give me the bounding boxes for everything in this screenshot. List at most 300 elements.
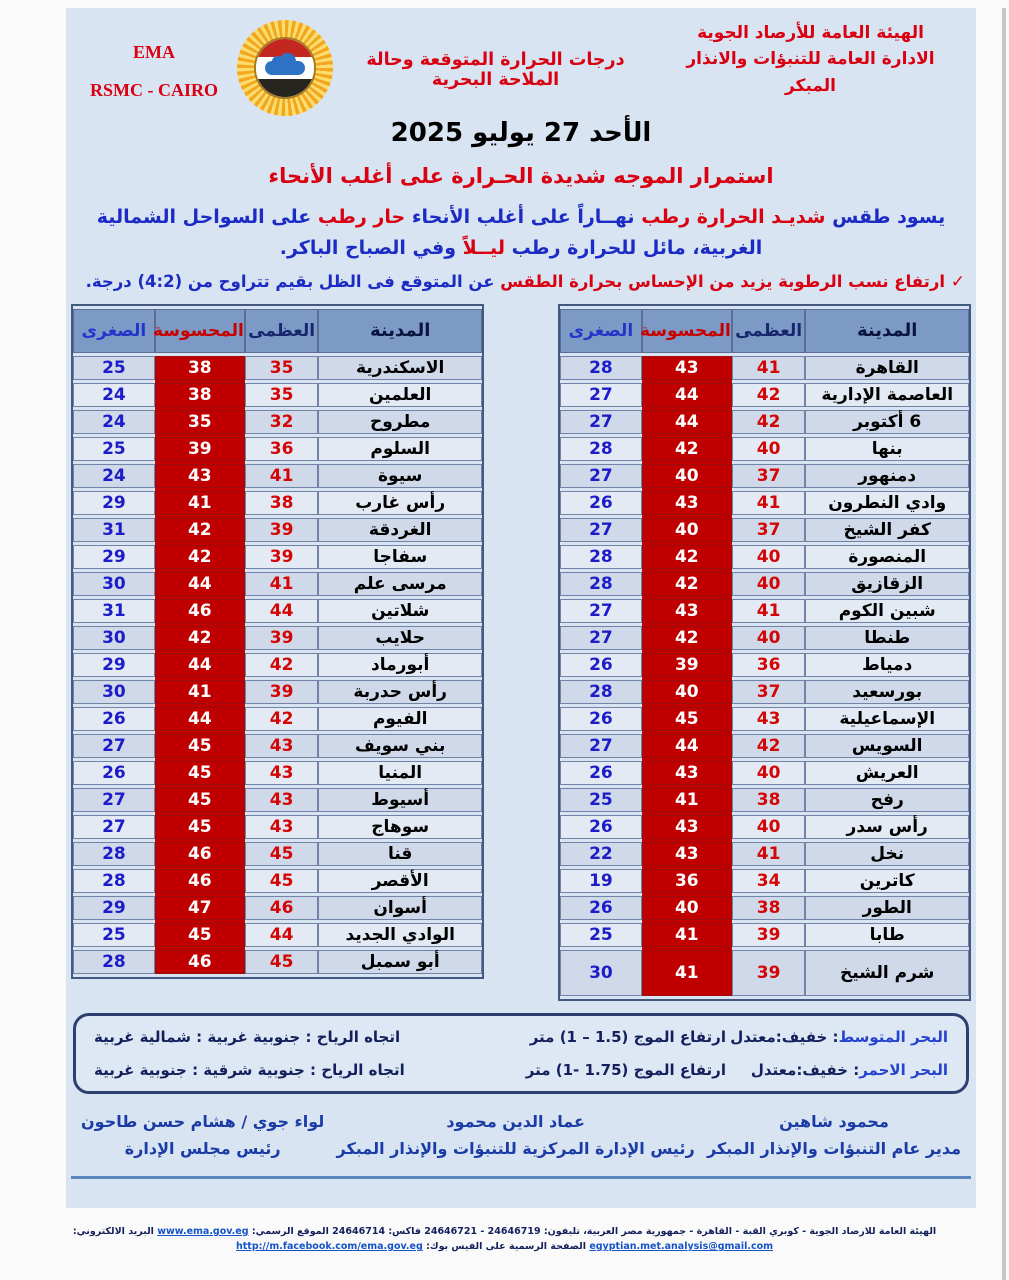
max-temp: 42: [732, 734, 806, 758]
heatwave-alert-title: استمرار الموجه شديدة الحـرارة على أغلب الأنحاء: [268, 164, 774, 188]
min-temp: 28: [560, 572, 642, 596]
feels-like-temp: 41: [642, 950, 732, 996]
feels-like-temp: 46: [155, 869, 245, 893]
min-temp: 24: [73, 410, 155, 434]
org-en-line2: RSMC - CAIRO: [90, 79, 218, 100]
table-row: [560, 491, 969, 515]
wave-label: ارتفاع الموج: [633, 1060, 726, 1079]
marine-row: [94, 1028, 948, 1046]
max-temp: 42: [245, 707, 319, 731]
feels-like-temp: 41: [642, 788, 732, 812]
max-temp: 41: [732, 356, 806, 380]
city-name: رفح: [805, 788, 969, 812]
max-temp: 44: [245, 599, 319, 623]
min-temp: 27: [560, 410, 642, 434]
table-row: [73, 680, 482, 704]
city-name: دمنهور: [805, 464, 969, 488]
feels-like-temp: 43: [642, 842, 732, 866]
city-name: الاسكندرية: [318, 356, 482, 380]
description-segment: ليــلاً: [456, 236, 505, 259]
scan-page-edge: [1002, 8, 1006, 1280]
org-en-line1: EMA: [133, 42, 175, 62]
min-temp: 30: [560, 950, 642, 996]
max-temp: 41: [245, 464, 319, 488]
feels-like-temp: 35: [155, 410, 245, 434]
min-temp: 27: [73, 815, 155, 839]
table-header-row: [73, 309, 482, 353]
city-name: السلوم: [318, 437, 482, 461]
cloud-icon: [265, 61, 305, 75]
city-name: بورسعيد: [805, 680, 969, 704]
city-name: شبين الكوم: [805, 599, 969, 623]
col-header-max: العظمى: [732, 309, 806, 353]
city-name: نخل: [805, 842, 969, 866]
table-row: [73, 464, 482, 488]
table-row: [73, 518, 482, 542]
flag-white-band: [256, 57, 314, 79]
flag-black-band: [256, 79, 314, 97]
table-row: [560, 869, 969, 893]
wave-range: (1 – 1.5): [559, 1027, 629, 1046]
max-temp: 39: [732, 950, 806, 996]
table-row: [73, 950, 482, 974]
col-header-city: المدينة: [318, 309, 482, 353]
feels-like-temp: 39: [155, 437, 245, 461]
min-temp: 29: [73, 896, 155, 920]
feels-like-temp: 45: [642, 707, 732, 731]
wave-range: (1- 1.75): [555, 1060, 629, 1079]
max-temp: 45: [245, 950, 319, 974]
table-row: [560, 734, 969, 758]
city-name: العاصمة الإدارية: [805, 383, 969, 407]
city-name: طنطا: [805, 626, 969, 650]
city-name: رأس سدر: [805, 815, 969, 839]
signature-block: [707, 1108, 961, 1162]
min-temp: 29: [73, 545, 155, 569]
city-name: سيوة: [318, 464, 482, 488]
table-row: [73, 896, 482, 920]
city-name: المنيا: [318, 761, 482, 785]
feels-like-temp: 40: [642, 464, 732, 488]
min-temp: 30: [73, 572, 155, 596]
city-name: الطور: [805, 896, 969, 920]
table-row: [560, 680, 969, 704]
table-row: [560, 842, 969, 866]
table-row: [73, 761, 482, 785]
feels-like-temp: 43: [642, 491, 732, 515]
city-name: أسيوط: [318, 788, 482, 812]
city-name: 6 أكتوبر: [805, 410, 969, 434]
max-temp: 40: [732, 626, 806, 650]
signature-block: [81, 1108, 324, 1162]
doc-title: درجات الحرارة المتوقعة وحالة الملاحة البحرية: [366, 50, 625, 90]
table-row: [560, 896, 969, 920]
col-header-feels: المحسوسة: [642, 309, 732, 353]
city-name: بني سويف: [318, 734, 482, 758]
feels-like-temp: 43: [642, 815, 732, 839]
marine-conditions-box: [73, 1013, 969, 1094]
min-temp: 25: [560, 788, 642, 812]
max-temp: 40: [732, 572, 806, 596]
min-temp: 25: [560, 923, 642, 947]
max-temp: 39: [245, 518, 319, 542]
max-temp: 42: [732, 383, 806, 407]
city-name: مطروح: [318, 410, 482, 434]
feels-like-temp: 42: [642, 437, 732, 461]
table-row: [73, 437, 482, 461]
min-temp: 28: [73, 950, 155, 974]
city-name: الإسماعيلية: [805, 707, 969, 731]
feels-like-temp: 38: [155, 383, 245, 407]
table-row: [560, 653, 969, 677]
max-temp: 38: [732, 896, 806, 920]
city-name: طابا: [805, 923, 969, 947]
city-name: بنها: [805, 437, 969, 461]
min-temp: 27: [73, 788, 155, 812]
description-segment: حار رطب: [311, 206, 406, 228]
min-temp: 26: [73, 707, 155, 731]
min-temp: 25: [73, 437, 155, 461]
col-header-min: الصغرى: [560, 309, 642, 353]
city-name: دمياط: [805, 653, 969, 677]
city-name: رأس غارب: [318, 491, 482, 515]
temps-table-coast-upper-egypt: [71, 304, 484, 979]
min-temp: 22: [560, 842, 642, 866]
feels-like-temp: 44: [642, 383, 732, 407]
humidity-note: [77, 272, 965, 292]
min-temp: 28: [560, 437, 642, 461]
city-name: العلمين: [318, 383, 482, 407]
max-temp: 43: [245, 815, 319, 839]
feels-like-temp: 44: [155, 653, 245, 677]
contact-footer: [70, 1224, 939, 1254]
feels-like-temp: 40: [642, 896, 732, 920]
org-ar-line2: الادارة العامة للتنبؤات والانذار المبكر: [686, 49, 935, 96]
min-temp: 26: [560, 815, 642, 839]
signatory-name: محمود شاهين: [779, 1111, 889, 1131]
sea-state: [726, 1061, 948, 1079]
max-temp: 38: [732, 788, 806, 812]
min-temp: 29: [73, 653, 155, 677]
min-temp: 27: [73, 734, 155, 758]
min-temp: 24: [73, 383, 155, 407]
city-name: الوادي الجديد: [318, 923, 482, 947]
feels-like-temp: 41: [642, 923, 732, 947]
feels-like-temp: 36: [642, 869, 732, 893]
bulletin-date: الأحد 27 يوليو 2025: [390, 118, 652, 148]
footer-segment: الصفحة الرسمية على الفيس بوك:: [422, 1241, 586, 1253]
city-name: الغردقة: [318, 518, 482, 542]
humidity-note-red: ارتفاع نسب الرطوبة يزيد من الإحساس بحرارة الطقس: [494, 271, 951, 291]
min-temp: 27: [560, 464, 642, 488]
col-header-feels: المحسوسة: [155, 309, 245, 353]
footer-segment: الهيئة العامة للارصاد الجوية - كوبري القبة - القاهرة - جمهورية مصر العربية، تليفون: 24646719 - 24646721 فاكس: 24646714 الموقع الرسمي:: [251, 1226, 937, 1237]
table-row: [73, 572, 482, 596]
min-temp: 26: [73, 761, 155, 785]
description-segment: نهــاراً على أغلب الأنحاء: [405, 206, 635, 228]
org-english-block: [79, 20, 229, 110]
wind-direction: اتجاه الرياح : جنوبية شرقية : جنوبية غربية: [94, 1060, 405, 1079]
signatory-title: رئيس مجلس الإدارة: [124, 1138, 281, 1158]
table-row: [73, 356, 482, 380]
feels-like-temp: 42: [155, 518, 245, 542]
table-row: [560, 761, 969, 785]
footer-segment[interactable]: www.ema.gov.eg: [157, 1226, 249, 1237]
feels-like-temp: 44: [642, 734, 732, 758]
table-row: [560, 626, 969, 650]
feels-like-temp: 42: [155, 545, 245, 569]
city-name: الأقصر: [318, 869, 482, 893]
min-temp: 24: [73, 464, 155, 488]
feels-like-temp: 43: [155, 464, 245, 488]
max-temp: 38: [245, 491, 319, 515]
max-temp: 37: [732, 464, 806, 488]
max-temp: 43: [245, 734, 319, 758]
min-temp: 28: [73, 869, 155, 893]
table-row: [560, 410, 969, 434]
table-row: [73, 599, 482, 623]
max-temp: 45: [245, 842, 319, 866]
min-temp: 26: [560, 707, 642, 731]
table-row: [560, 923, 969, 947]
table-row: [560, 437, 969, 461]
min-temp: 27: [560, 599, 642, 623]
table-row: [73, 707, 482, 731]
signatory-title: مدير عام التنبؤات والإنذار المبكر: [706, 1138, 961, 1158]
max-temp: 41: [732, 599, 806, 623]
feels-like-temp: 46: [155, 950, 245, 974]
description-segment: شديـد الحرارة رطب: [634, 206, 826, 228]
max-temp: 37: [732, 680, 806, 704]
egypt-flag-disc: [254, 37, 316, 99]
feels-like-temp: 45: [155, 788, 245, 812]
signatory-title: رئيس الإدارة المركزية للتنبؤات والإنذار المبكر: [336, 1138, 695, 1158]
city-name: شلاتين: [318, 599, 482, 623]
city-name: سفاجا: [318, 545, 482, 569]
signatures: [81, 1108, 961, 1162]
table-row: [560, 707, 969, 731]
table-row: [73, 842, 482, 866]
city-name: أبورماد: [318, 653, 482, 677]
sea-condition: : خفيف:معتدل: [750, 1060, 860, 1079]
table-row: [73, 383, 482, 407]
wind-direction: اتجاه الرياح : جنوبية غربية : شمالية غربية: [94, 1027, 401, 1046]
table-row: [560, 788, 969, 812]
wave-unit: متر: [529, 1027, 555, 1046]
max-temp: 41: [732, 842, 806, 866]
max-temp: 44: [245, 923, 319, 947]
city-name: العريش: [805, 761, 969, 785]
city-name: أسوان: [318, 896, 482, 920]
city-name: حلايب: [318, 626, 482, 650]
sea-name: البحر المتوسط: [838, 1027, 948, 1046]
temperature-tables: [71, 304, 971, 1001]
min-temp: 28: [560, 545, 642, 569]
max-temp: 42: [245, 653, 319, 677]
max-temp: 39: [732, 923, 806, 947]
feels-like-temp: 43: [642, 356, 732, 380]
max-temp: 40: [732, 815, 806, 839]
max-temp: 35: [245, 383, 319, 407]
min-temp: 28: [73, 842, 155, 866]
city-name: كفر الشيخ: [805, 518, 969, 542]
header: [71, 14, 971, 116]
min-temp: 26: [560, 896, 642, 920]
sea-state: [726, 1028, 948, 1046]
min-temp: 27: [560, 734, 642, 758]
col-header-max: العظمى: [245, 309, 319, 353]
city-name: وادي النطرون: [805, 491, 969, 515]
max-temp: 39: [245, 545, 319, 569]
ema-logo: [237, 20, 333, 116]
feels-like-temp: 44: [642, 410, 732, 434]
table-row: [73, 653, 482, 677]
max-temp: 43: [245, 761, 319, 785]
min-temp: 26: [560, 653, 642, 677]
min-temp: 26: [560, 491, 642, 515]
min-temp: 31: [73, 599, 155, 623]
min-temp: 27: [560, 518, 642, 542]
feels-like-temp: 41: [155, 491, 245, 515]
city-name: السويس: [805, 734, 969, 758]
max-temp: 39: [245, 626, 319, 650]
marine-row: [94, 1061, 948, 1079]
min-temp: 31: [73, 518, 155, 542]
city-name: رأس حدربة: [318, 680, 482, 704]
table-row: [560, 815, 969, 839]
min-temp: 29: [73, 491, 155, 515]
max-temp: 34: [732, 869, 806, 893]
col-header-min: الصغرى: [73, 309, 155, 353]
humidity-note-blue-b: درجة.: [85, 271, 138, 291]
city-name: قنا: [318, 842, 482, 866]
check-icon: ✓: [950, 271, 965, 292]
feels-like-temp: 45: [155, 815, 245, 839]
max-temp: 40: [732, 545, 806, 569]
min-temp: 25: [73, 923, 155, 947]
feels-like-temp: 42: [642, 545, 732, 569]
max-temp: 42: [732, 410, 806, 434]
signature-block: [337, 1108, 695, 1162]
city-name: القاهرة: [805, 356, 969, 380]
max-temp: 40: [732, 437, 806, 461]
table-row: [73, 734, 482, 758]
max-temp: 32: [245, 410, 319, 434]
table-row: [560, 599, 969, 623]
min-temp: 19: [560, 869, 642, 893]
feels-like-temp: 47: [155, 896, 245, 920]
feels-like-temp: 45: [155, 923, 245, 947]
min-temp: 27: [560, 626, 642, 650]
sea-name: البحر الاحمر: [859, 1060, 948, 1079]
description-segment: على السواحل الشمالية الغربية، مائل للحرارة رطب: [96, 206, 763, 259]
table-header-row: [560, 309, 969, 353]
feels-like-temp: 42: [155, 626, 245, 650]
weather-bulletin-sheet: [66, 8, 976, 1208]
city-name: الزقازيق: [805, 572, 969, 596]
description-segment: يسود طقس: [825, 206, 946, 228]
table-row: [560, 950, 969, 996]
feels-like-temp: 40: [642, 680, 732, 704]
feels-like-temp: 43: [642, 599, 732, 623]
city-name: كاترين: [805, 869, 969, 893]
table-row: [560, 383, 969, 407]
table-row: [73, 410, 482, 434]
footer-divider: [71, 1176, 971, 1179]
sea-condition: : خفيف:معتدل: [730, 1027, 839, 1046]
signatory-name: لواء جوي / هشام حسن طاحون: [81, 1111, 325, 1131]
max-temp: 45: [245, 869, 319, 893]
table-row: [73, 815, 482, 839]
weather-description: [85, 202, 958, 264]
footer-segment[interactable]: egyptian.met.analysis@gmail.com: [589, 1241, 774, 1253]
feels-like-temp: 45: [155, 734, 245, 758]
col-header-city: المدينة: [805, 309, 969, 353]
feels-like-temp: 40: [642, 518, 732, 542]
min-temp: 27: [560, 383, 642, 407]
feels-like-temp: 44: [155, 572, 245, 596]
city-name: الفيوم: [318, 707, 482, 731]
feels-like-temp: 45: [155, 761, 245, 785]
table-row: [73, 869, 482, 893]
city-name: المنصورة: [805, 545, 969, 569]
min-temp: 26: [560, 761, 642, 785]
max-temp: 41: [732, 491, 806, 515]
table-row: [560, 545, 969, 569]
feels-like-temp: 46: [155, 599, 245, 623]
max-temp: 37: [732, 518, 806, 542]
max-temp: 35: [245, 356, 319, 380]
feels-like-temp: 43: [642, 761, 732, 785]
feels-like-temp: 46: [155, 842, 245, 866]
max-temp: 36: [245, 437, 319, 461]
table-row: [73, 626, 482, 650]
table-row: [73, 788, 482, 812]
feels-like-temp: 44: [155, 707, 245, 731]
table-row: [560, 572, 969, 596]
signatory-name: عماد الدين محمود: [446, 1111, 585, 1131]
wave-label: ارتفاع الموج: [633, 1027, 726, 1046]
city-name: شرم الشيخ: [805, 950, 969, 996]
min-temp: 28: [560, 356, 642, 380]
feels-like-temp: 42: [642, 626, 732, 650]
feels-like-temp: 38: [155, 356, 245, 380]
max-temp: 43: [245, 788, 319, 812]
min-temp: 28: [560, 680, 642, 704]
humidity-note-range: (4:2): [137, 271, 183, 291]
max-temp: 43: [732, 707, 806, 731]
footer-segment[interactable]: http://m.facebook.com/ema.gov.eg: [235, 1241, 423, 1253]
wave-unit: متر: [525, 1060, 551, 1079]
min-temp: 25: [73, 356, 155, 380]
org-ar-line1: الهيئة العامة للأرصاد الجوية: [697, 23, 924, 43]
table-row: [73, 923, 482, 947]
footer-segment: البريد الالكتروني:: [72, 1226, 154, 1237]
city-name: مرسى علم: [318, 572, 482, 596]
wave-height: [453, 1028, 726, 1046]
max-temp: 39: [245, 680, 319, 704]
city-name: أبو سمبل: [318, 950, 482, 974]
table-row: [560, 464, 969, 488]
description-segment: وفي الصباح الباكر.: [279, 236, 457, 259]
min-temp: 30: [73, 680, 155, 704]
max-temp: 40: [732, 761, 806, 785]
max-temp: 36: [732, 653, 806, 677]
max-temp: 41: [245, 572, 319, 596]
humidity-note-blue-a: عن المتوقع فى الظل بقيم تتراوح من: [182, 271, 495, 291]
temps-table-cairo-sinai: [558, 304, 971, 1001]
wave-height: [453, 1061, 726, 1079]
